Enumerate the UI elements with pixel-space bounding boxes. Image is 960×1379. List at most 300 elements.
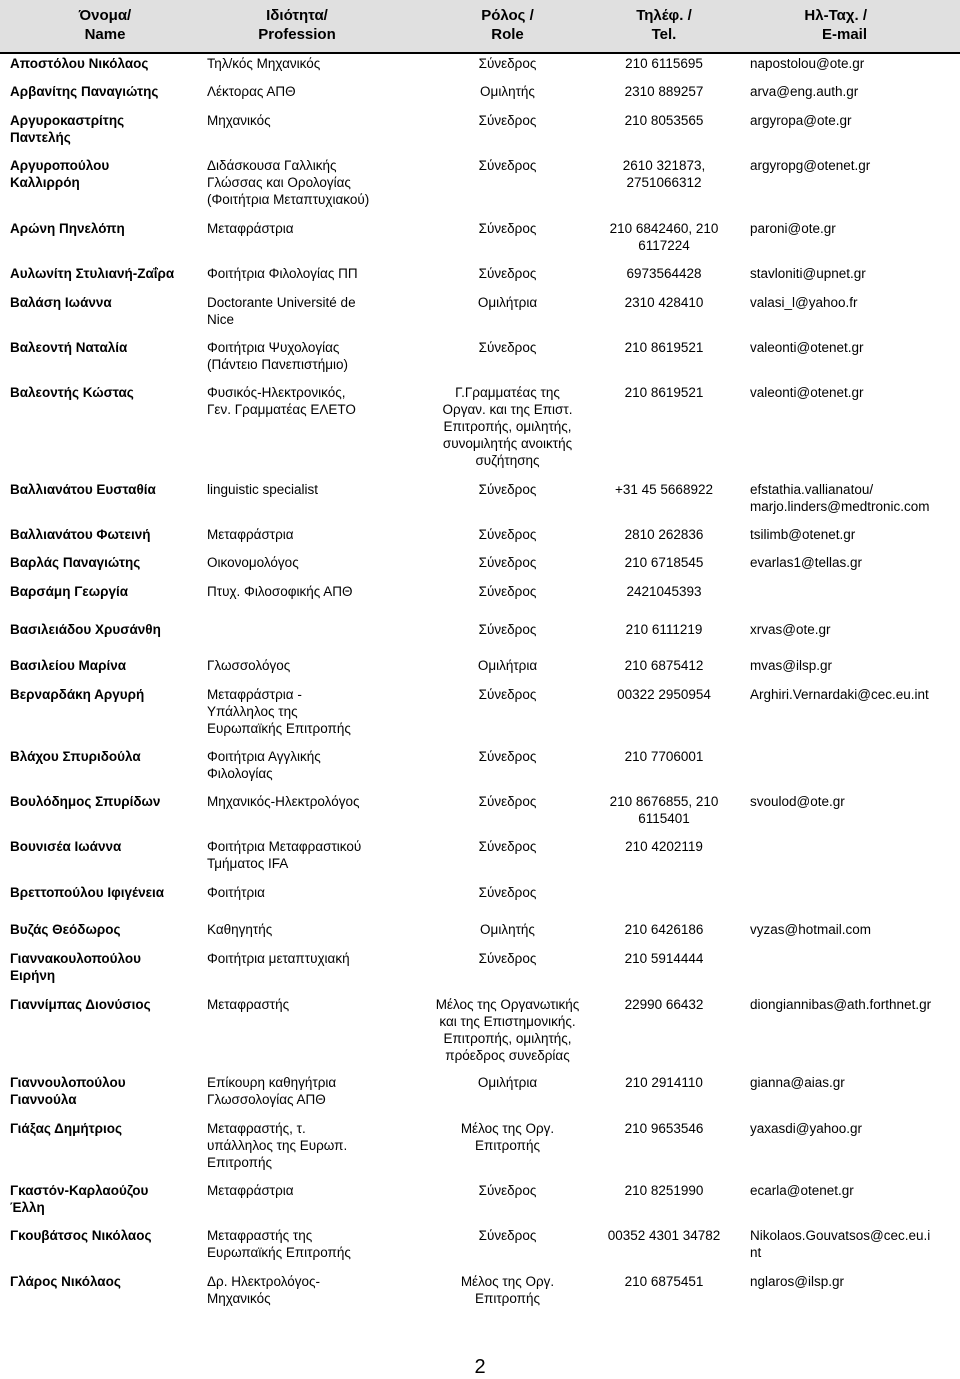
cell-role-line: συζήτησης xyxy=(475,453,540,468)
cell-role-line: Επιτροπής, ομιλητής, xyxy=(443,419,572,434)
cell-name xyxy=(10,884,200,901)
cell-tel xyxy=(586,112,742,129)
cell-role-line: Ομιλήτρια xyxy=(477,295,538,310)
header-tel: Τηλέφ. / Tel. xyxy=(636,7,692,43)
cell-tel-line: 2310 889257 xyxy=(624,84,704,99)
cell-name xyxy=(10,294,200,311)
cell-name xyxy=(10,526,200,543)
cell-name-line: Αρώνη Πηνελόπη xyxy=(10,221,125,236)
cell-email-line: stavloniti@upnet.gr xyxy=(750,266,866,281)
cell-email xyxy=(750,686,955,703)
cell-name xyxy=(10,748,200,765)
cell-profession-line: Φοιτήτρια μεταπτυχιακή xyxy=(207,951,350,966)
cell-profession xyxy=(207,657,407,674)
cell-name xyxy=(10,686,200,703)
cell-profession xyxy=(207,583,407,600)
cell-profession-line: Γεν. Γραμματέας ΕΛΕΤΟ xyxy=(207,402,356,417)
cell-profession xyxy=(207,526,407,543)
cell-role-line: Σύνεδρος xyxy=(478,687,537,702)
cell-role-line: Σύνεδρος xyxy=(478,527,537,542)
cell-tel-line: 210 8251990 xyxy=(624,1183,704,1198)
cell-email-line: argyropg@otenet.gr xyxy=(750,158,871,173)
cell-tel xyxy=(586,55,742,72)
header-name: Όνομα/ Name xyxy=(78,7,132,43)
cell-profession-line: Γλώσσας και Ορολογίας xyxy=(207,175,351,190)
cell-tel-line: 210 7706001 xyxy=(624,749,704,764)
cell-profession xyxy=(207,83,407,100)
cell-name-line: Γιαννούλα xyxy=(10,1092,77,1107)
cell-profession-line: υπάλληλος της Ευρωπ. xyxy=(207,1138,348,1153)
cell-email xyxy=(750,1120,955,1137)
cell-profession-line: Φοιτήτρια Μεταφραστικού xyxy=(207,839,362,854)
cell-role xyxy=(415,526,600,543)
cell-email-line: valeonti@otenet.gr xyxy=(750,385,864,400)
cell-role xyxy=(415,657,600,674)
cell-name-line: Βαρλάς Παναγιώτης xyxy=(10,555,141,570)
cell-role-line: Σύνεδρος xyxy=(478,56,537,71)
cell-profession xyxy=(207,1120,407,1171)
cell-role xyxy=(415,1074,600,1091)
cell-email-line: nt xyxy=(750,1245,762,1260)
cell-role xyxy=(415,621,600,638)
cell-role xyxy=(415,950,600,967)
cell-profession-line: Διδάσκουσα Γαλλικής xyxy=(207,158,337,173)
cell-name-line: Βαλεοντής Κώστας xyxy=(10,385,134,400)
cell-tel-line: 210 6426186 xyxy=(624,922,704,937)
cell-role-line: Σύνεδρος xyxy=(478,113,537,128)
cell-name-line: Καλλιρρόη xyxy=(10,175,80,190)
cell-email xyxy=(750,657,955,674)
cell-role-line: Σύνεδρος xyxy=(478,158,537,173)
cell-email xyxy=(750,112,955,129)
page-number: 2 xyxy=(474,1356,486,1378)
cell-name-line: Βαλάση Ιωάννα xyxy=(10,295,112,310)
cell-profession-line: Μεταφραστής xyxy=(207,997,290,1012)
cell-role-line: Επιτροπής xyxy=(475,1291,540,1306)
cell-email-line: marjo.linders@medtronic.com xyxy=(750,499,930,514)
cell-name-line: Γιάξας Δημήτριος xyxy=(10,1121,122,1136)
cell-tel-line: 2310 428410 xyxy=(624,295,704,310)
cell-name xyxy=(10,220,200,237)
cell-name-line: Έλλη xyxy=(10,1200,45,1215)
cell-profession-line: Υπάλληλος της xyxy=(207,704,298,719)
cell-profession xyxy=(207,884,407,901)
cell-tel xyxy=(586,748,742,765)
cell-tel-line: 210 2914110 xyxy=(625,1075,703,1090)
cell-name-line: Βυζάς Θεόδωρος xyxy=(10,922,121,937)
cell-name-line: Βαλεοντή Ναταλία xyxy=(10,340,128,355)
cell-profession-line: Ευρωπαϊκής Επιτροπής xyxy=(207,1245,351,1260)
cell-profession xyxy=(207,686,407,737)
cell-tel xyxy=(586,294,742,311)
cell-name-line: Βουλόδημος Σπυρίδων xyxy=(10,794,161,809)
cell-role-line: Επιτροπής xyxy=(475,1138,540,1153)
cell-profession-line: Γλωσσολογίας ΑΠΘ xyxy=(207,1092,326,1107)
cell-name-line: Βαλλιανάτου Φωτεινή xyxy=(10,527,151,542)
cell-profession xyxy=(207,384,407,418)
cell-email xyxy=(750,621,955,638)
cell-name-line: Βουνισέα Ιωάννα xyxy=(10,839,122,854)
cell-tel-line: 210 6875412 xyxy=(624,658,704,673)
cell-email xyxy=(750,1074,955,1091)
cell-email-line: ecarla@otenet.gr xyxy=(750,1183,854,1198)
cell-tel xyxy=(586,1074,742,1091)
cell-role-line: συνομιλητής ανοικτής xyxy=(442,436,573,451)
cell-tel xyxy=(586,1273,742,1290)
cell-tel xyxy=(586,83,742,100)
cell-role-line: Οργαν. και της Επιστ. xyxy=(442,402,573,417)
cell-name-line: Βερναρδάκη Αργυρή xyxy=(10,687,145,702)
cell-tel xyxy=(586,921,742,938)
cell-tel-line: 2421045393 xyxy=(626,584,702,599)
cell-name xyxy=(10,55,200,72)
cell-profession-line: (Πάντειο Πανεπιστήμιο) xyxy=(207,357,348,372)
cell-email xyxy=(750,526,955,543)
cell-email xyxy=(750,793,955,810)
cell-profession xyxy=(207,339,407,373)
cell-name xyxy=(10,657,200,674)
cell-role-line: Σύνεδρος xyxy=(478,555,537,570)
cell-profession-line: Μηχανικός xyxy=(207,1291,271,1306)
cell-email-line: arva@eng.auth.gr xyxy=(750,84,859,99)
cell-name xyxy=(10,384,200,401)
cell-role-line: Σύνεδρος xyxy=(478,266,537,281)
cell-profession-line: Μεταφραστής, τ. xyxy=(207,1121,306,1136)
cell-tel-line: 2751066312 xyxy=(626,175,702,190)
cell-email xyxy=(750,83,955,100)
header-email: Ηλ-Ταχ. / E-mail xyxy=(804,7,867,43)
cell-profession-line: Doctorante Université de xyxy=(207,295,356,310)
cell-name xyxy=(10,554,200,571)
cell-name-line: Γιαννουλοπούλου xyxy=(10,1075,126,1090)
cell-profession-line: (Φοιτήτρια Μεταπτυχιακού) xyxy=(207,192,370,207)
cell-name xyxy=(10,112,200,146)
cell-email xyxy=(750,996,955,1013)
cell-name xyxy=(10,583,200,600)
cell-role xyxy=(415,384,600,469)
cell-email xyxy=(750,1227,955,1261)
cell-role-line: Σύνεδρος xyxy=(478,1228,537,1243)
cell-tel-line: 00352 4301 34782 xyxy=(607,1228,721,1243)
cell-email-line: tsilimb@otenet.gr xyxy=(750,527,856,542)
cell-profession-line: Φοιτήτρια Ψυχολογίας xyxy=(207,340,340,355)
cell-role-line: Ομιλητής xyxy=(480,922,535,937)
cell-role-line: Γ.Γραμματέας της xyxy=(455,385,560,400)
cell-tel xyxy=(586,996,742,1013)
cell-role-line: Ομιλήτρια xyxy=(477,658,538,673)
cell-role-line: Σύνεδρος xyxy=(478,749,537,764)
cell-tel xyxy=(586,1227,742,1244)
cell-profession-line: Γλωσσολόγος xyxy=(207,658,291,673)
cell-role-line: Επιτροπής, ομιλητής, xyxy=(443,1031,572,1046)
cell-profession xyxy=(207,793,407,810)
cell-name-line: Βλάχου Σπυριδούλα xyxy=(10,749,141,764)
cell-tel-line: 210 8676855, 210 xyxy=(609,794,719,809)
cell-email-line: yaxasdi@yahoo.gr xyxy=(750,1121,863,1136)
cell-email-line: xrvas@ote.gr xyxy=(750,622,831,637)
cell-email xyxy=(750,1182,955,1199)
cell-tel-line: 210 4202119 xyxy=(625,839,703,854)
cell-role-line: Σύνεδρος xyxy=(478,340,537,355)
cell-name xyxy=(10,793,200,810)
cell-role-line: Ομιλητής xyxy=(480,84,535,99)
cell-email-line: argyropa@ote.gr xyxy=(750,113,852,128)
cell-email xyxy=(750,481,955,515)
cell-profession xyxy=(207,220,407,237)
cell-role-line: Σύνεδρος xyxy=(478,482,537,497)
cell-tel xyxy=(586,220,742,254)
cell-email xyxy=(750,1273,955,1290)
cell-email-line: nglaros@ilsp.gr xyxy=(750,1274,844,1289)
table-header xyxy=(0,0,960,54)
cell-role-line: Σύνεδρος xyxy=(478,622,537,637)
cell-role xyxy=(415,55,600,72)
cell-role xyxy=(415,1120,600,1154)
cell-profession-line: Φοιτήτρια xyxy=(207,885,265,900)
cell-role xyxy=(415,1182,600,1199)
cell-role xyxy=(415,686,600,703)
cell-role xyxy=(415,481,600,498)
cell-name xyxy=(10,1074,200,1108)
cell-tel xyxy=(586,339,742,356)
cell-tel-line: 210 8053565 xyxy=(624,113,704,128)
cell-role xyxy=(415,220,600,237)
cell-email-line: Nikolaos.Gouvatsos@cec.eu.i xyxy=(750,1228,931,1243)
cell-name-line: Γλάρος Νικόλαος xyxy=(10,1274,121,1289)
cell-email-line: Arghiri.Vernardaki@cec.eu.int xyxy=(750,687,929,702)
cell-role xyxy=(415,996,600,1064)
cell-tel-line: 6973564428 xyxy=(626,266,702,281)
cell-role-line: Σύνεδρος xyxy=(478,885,537,900)
header-role: Ρόλος / Role xyxy=(481,7,534,43)
cell-profession-line: Επιτροπής xyxy=(207,1155,272,1170)
cell-role xyxy=(415,583,600,600)
cell-role xyxy=(415,793,600,810)
cell-name-line: Βασιλείου Μαρίνα xyxy=(10,658,127,673)
cell-name xyxy=(10,83,200,100)
cell-profession-line: Φυσικός-Ηλεκτρονικός, xyxy=(207,385,346,400)
cell-email xyxy=(750,339,955,356)
cell-name-line: Αποστόλου Νικόλαος xyxy=(10,56,149,71)
cell-tel-line: 210 6115695 xyxy=(625,56,703,71)
cell-role-line: Μέλος της Οργ. xyxy=(460,1121,555,1136)
cell-email-line: vyzas@hotmail.com xyxy=(750,922,871,937)
cell-name-line: Βαρσάμη Γεωργία xyxy=(10,584,129,599)
cell-email-line: mvas@ilsp.gr xyxy=(750,658,832,673)
cell-role xyxy=(415,83,600,100)
cell-profession xyxy=(207,481,407,498)
cell-role-line: Σύνεδρος xyxy=(478,839,537,854)
cell-tel xyxy=(586,265,742,282)
cell-email xyxy=(750,265,955,282)
cell-role xyxy=(415,1273,600,1307)
cell-name-line: Παντελής xyxy=(10,130,71,145)
cell-name-line: Αργυροκαστρίτης xyxy=(10,113,125,128)
cell-tel-line: +31 45 5668922 xyxy=(615,482,713,497)
cell-name xyxy=(10,838,200,855)
cell-email xyxy=(750,921,955,938)
cell-profession xyxy=(207,950,407,967)
cell-profession-line: Επίκουρη καθηγήτρια xyxy=(207,1075,337,1090)
cell-name xyxy=(10,950,200,984)
cell-profession-line: Ευρωπαϊκής Επιτροπής xyxy=(207,721,351,736)
cell-profession-line: Τηλ/κός Μηχανικός xyxy=(207,56,321,71)
cell-tel xyxy=(586,554,742,571)
cell-profession-line: Φοιτήτρια Φιλολογίας ΠΠ xyxy=(207,266,358,281)
cell-role-line: Σύνεδρος xyxy=(478,584,537,599)
cell-tel-line: 210 5914444 xyxy=(624,951,704,966)
cell-tel-line: 210 8619521 xyxy=(624,340,704,355)
cell-email xyxy=(750,294,955,311)
cell-tel xyxy=(586,838,742,855)
cell-role xyxy=(415,157,600,174)
cell-profession xyxy=(207,554,407,571)
cell-profession-line: Μηχανικός xyxy=(207,113,271,128)
cell-profession xyxy=(207,265,407,282)
cell-tel-line: 210 8619521 xyxy=(624,385,704,400)
cell-profession-line: Nice xyxy=(207,312,235,327)
cell-email-line: evarlas1@tellas.gr xyxy=(750,555,863,570)
cell-role-line: Ομιλήτρια xyxy=(477,1075,538,1090)
cell-email xyxy=(750,384,955,401)
cell-name-line: Γκουβάτσος Νικόλαος xyxy=(10,1228,152,1243)
cell-email xyxy=(750,220,955,237)
cell-profession xyxy=(207,1182,407,1199)
cell-role xyxy=(415,294,600,311)
cell-profession xyxy=(207,921,407,938)
cell-profession-line: Λέκτορας ΑΠΘ xyxy=(207,84,296,99)
cell-name-line: Γιαννίμπας Διονύσιος xyxy=(10,997,151,1012)
cell-name xyxy=(10,265,200,282)
cell-name-line: Βρεττοπούλου Ιφιγένεια xyxy=(10,885,165,900)
cell-email-line: valasi_l@yahoo.fr xyxy=(750,295,858,310)
cell-profession xyxy=(207,1227,407,1261)
cell-name xyxy=(10,1182,200,1216)
cell-tel-line: 210 6718545 xyxy=(624,555,704,570)
cell-email-line: efstathia.vallianatou/ xyxy=(750,482,874,497)
cell-tel-line: 2810 262836 xyxy=(624,527,704,542)
cell-profession xyxy=(207,838,407,872)
cell-tel xyxy=(586,950,742,967)
cell-profession xyxy=(207,294,407,328)
cell-name xyxy=(10,339,200,356)
cell-tel-line: 6115401 xyxy=(638,811,690,826)
cell-name xyxy=(10,1227,200,1244)
cell-email-line: svoulod@ote.gr xyxy=(750,794,845,809)
cell-name xyxy=(10,1273,200,1290)
cell-name-line: Βαλλιανάτου Ευσταθία xyxy=(10,482,156,497)
cell-profession-line: Πτυχ. Φιλοσοφικής ΑΠΘ xyxy=(207,584,353,599)
cell-name-line: Αργυροπούλου xyxy=(10,158,110,173)
cell-name-line: Αυλωνίτη Στυλιανή-Ζαΐρα xyxy=(10,266,175,281)
cell-profession-line: Καθηγητής xyxy=(207,922,273,937)
cell-profession-line: Φιλολογίας xyxy=(207,766,273,781)
cell-role xyxy=(415,339,600,356)
cell-role xyxy=(415,748,600,765)
cell-name xyxy=(10,157,200,191)
cell-tel xyxy=(586,481,742,498)
cell-role-line: Σύνεδρος xyxy=(478,1183,537,1198)
cell-profession xyxy=(207,55,407,72)
cell-role-line: Μέλος της Οργ. xyxy=(460,1274,555,1289)
cell-tel-line: 210 9653546 xyxy=(624,1121,704,1136)
cell-name-line: Γιαννακουλοπούλου xyxy=(10,951,141,966)
cell-tel xyxy=(586,384,742,401)
cell-tel xyxy=(586,1182,742,1199)
cell-role xyxy=(415,554,600,571)
cell-profession xyxy=(207,1074,407,1108)
cell-profession-line: Μηχανικός-Ηλεκτρολόγος xyxy=(207,794,360,809)
cell-profession xyxy=(207,157,407,208)
cell-tel xyxy=(586,157,742,191)
cell-tel xyxy=(586,583,742,600)
cell-profession xyxy=(207,996,407,1013)
cell-tel xyxy=(586,621,742,638)
cell-profession-line: Οικονομολόγος xyxy=(207,555,299,570)
cell-role xyxy=(415,265,600,282)
cell-email xyxy=(750,55,955,72)
cell-role-line: Σύνεδρος xyxy=(478,221,537,236)
cell-profession-line: Τμήματος IFA xyxy=(207,856,289,871)
cell-profession xyxy=(207,1273,407,1307)
cell-profession-line: Δρ. Ηλεκτρολόγος- xyxy=(207,1274,321,1289)
cell-profession-line: Μεταφράστρια - xyxy=(207,687,302,702)
cell-profession xyxy=(207,112,407,129)
cell-profession-line: Μεταφραστής της xyxy=(207,1228,313,1243)
cell-email xyxy=(750,157,955,174)
cell-role-line: Σύνεδρος xyxy=(478,794,537,809)
cell-tel-line: 00322 2950954 xyxy=(617,687,711,702)
cell-name-line: Βασιλειάδου Χρυσάνθη xyxy=(10,622,161,637)
cell-tel xyxy=(586,657,742,674)
cell-name-line: Ειρήνη xyxy=(10,968,56,983)
cell-profession-line: linguistic specialist xyxy=(207,482,319,497)
cell-email-line: valeonti@otenet.gr xyxy=(750,340,864,355)
cell-profession xyxy=(207,748,407,782)
cell-role-line: Μέλος της Οργανωτικής xyxy=(435,997,580,1012)
cell-role xyxy=(415,1227,600,1244)
cell-name xyxy=(10,621,200,638)
cell-role-line: και της Επιστημονικής. xyxy=(439,1014,576,1029)
cell-tel-line: 22990 66432 xyxy=(624,997,704,1012)
header-profession: Ιδιότητα/ Profession xyxy=(258,7,336,43)
cell-profession-line: Μεταφράστρια xyxy=(207,221,294,236)
cell-tel xyxy=(586,686,742,703)
cell-role-line: πρόεδρος συνεδρίας xyxy=(445,1048,570,1063)
cell-name-line: Αρβανίτης Παναγιώτης xyxy=(10,84,159,99)
cell-tel-line: 210 6111219 xyxy=(625,622,703,637)
cell-role xyxy=(415,884,600,901)
cell-tel-line: 210 6875451 xyxy=(624,1274,704,1289)
cell-tel xyxy=(586,1120,742,1137)
cell-profession-line: Μεταφράστρια xyxy=(207,527,294,542)
cell-email-line: paroni@ote.gr xyxy=(750,221,836,236)
cell-tel-line: 210 6842460, 210 xyxy=(609,221,719,236)
cell-email xyxy=(750,554,955,571)
cell-tel xyxy=(586,793,742,827)
cell-name xyxy=(10,921,200,938)
cell-name xyxy=(10,996,200,1013)
cell-profession-line: Μεταφράστρια xyxy=(207,1183,294,1198)
cell-role-line: Σύνεδρος xyxy=(478,951,537,966)
cell-tel xyxy=(586,526,742,543)
cell-role xyxy=(415,921,600,938)
cell-name xyxy=(10,481,200,498)
cell-email-line: gianna@aias.gr xyxy=(750,1075,845,1090)
cell-role xyxy=(415,838,600,855)
cell-tel-line: 2610 321873, xyxy=(622,158,706,173)
cell-email-line: diongiannibas@ath.forthnet.gr xyxy=(750,997,932,1012)
